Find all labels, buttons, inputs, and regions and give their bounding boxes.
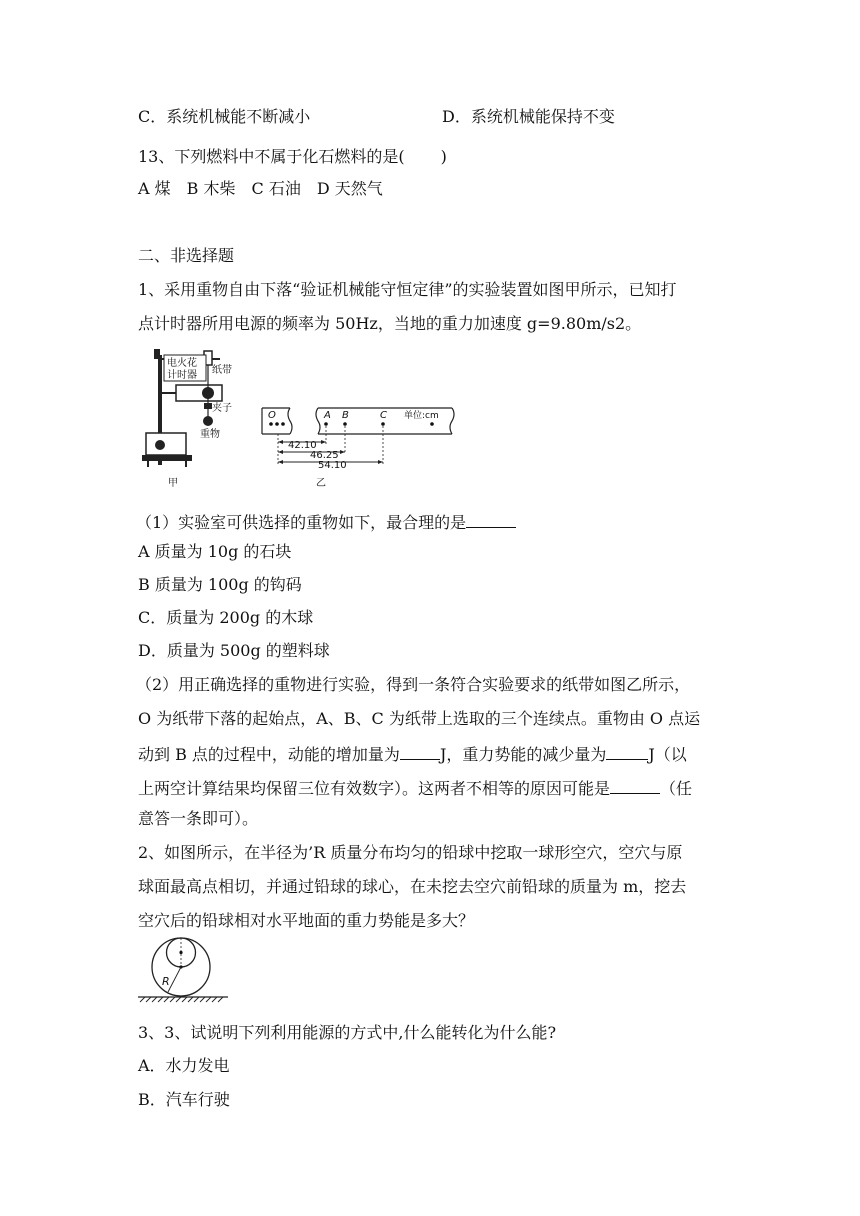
q3-option-a: A．水力发电	[138, 1056, 230, 1075]
option-d-line	[442, 106, 615, 128]
distance-ob: 46.25	[310, 450, 339, 461]
q1-sub2-line2: O 为纸带下落的起始点，A、B、C 为纸带上选取的三个连续点。重物由 O 点运	[138, 709, 701, 728]
answer-blank-ep[interactable]	[606, 741, 648, 760]
q13-option-d: D 天然气	[316, 179, 383, 198]
distance-oa: 42.10	[288, 440, 317, 451]
q13-option-c: C 石油	[251, 179, 301, 198]
tape-label-c: C	[380, 410, 387, 421]
distance-oc: 54.10	[318, 460, 347, 471]
option-row	[138, 106, 310, 128]
figure-sphere	[136, 936, 232, 1008]
label-dianhuohua: 电火花	[167, 358, 197, 369]
q1-sub1-option-d: D．质量为 500g 的塑料球	[138, 641, 330, 660]
answer-blank[interactable]	[466, 509, 516, 528]
q13-stem-text: 13、下列燃料中不属于化石燃料的是(	[138, 147, 405, 166]
q1-sub2-line4a: 上两空计算结果均保留三位有效数字）。这两者不相等的原因可能是	[138, 779, 611, 798]
q1-sub1-option-a: A 质量为 10g 的石块	[138, 542, 292, 561]
q1-line2: 点计时器所用电源的频率为 50Hz，当地的重力加速度 g=9.80m/s2。	[138, 314, 642, 333]
q1-sub1-option-c: C．质量为 200g 的木球	[138, 608, 314, 627]
label-zhidai: 纸带	[212, 365, 232, 376]
q13-stem	[138, 146, 447, 168]
q1-sub1-option-b: B 质量为 100g 的钩码	[138, 575, 302, 594]
q1-sub2-line1: （2）用正确选择的重物进行实验，得到一条符合实验要求的纸带如图乙所示，	[136, 675, 691, 694]
q3-option-b: B．汽车行驶	[138, 1090, 230, 1109]
q2-line3: 空穴后的铅球相对水平地面的重力势能是多大？	[138, 911, 475, 930]
q13-options	[138, 178, 383, 200]
q1-sub2-line3a: 动到 B 点的过程中，动能的增加量为	[138, 745, 400, 764]
q1-sub2-line5: 意答一条即可）。	[138, 809, 259, 828]
q1-sub2-line3b: J，重力势能的减少量为	[439, 745, 607, 764]
label-jiazi: 夹子	[212, 403, 232, 414]
tape-unit: 单位:cm	[404, 411, 439, 421]
q1-sub1-text: （1）实验室可供选择的重物如下，最合理的是	[136, 513, 467, 532]
label-jia: 甲	[168, 478, 178, 489]
radius-label: R	[162, 975, 170, 988]
q1-sub2-line3	[138, 741, 687, 766]
label-yi: 乙	[316, 478, 326, 489]
tape-label-b: B	[342, 410, 349, 421]
q1-sub2-line4	[138, 775, 692, 800]
section-heading: 二、非选择题	[138, 246, 235, 265]
q1-sub2-line3c: J（以	[648, 745, 687, 764]
q3-stem: 3、3、试说明下列利用能源的方式中,什么能转化为什么能?	[138, 1023, 557, 1042]
q13-stem-close: )	[440, 147, 447, 166]
q2-line2: 球面最高点相切，并通过铅球的球心，在未挖去空穴前铅球的质量为 m，挖去	[138, 877, 687, 896]
q1-sub1	[136, 509, 516, 534]
tape-label-a: A	[324, 410, 331, 421]
answer-blank-ek[interactable]	[400, 741, 440, 760]
label-zhongwu: 重物	[200, 429, 220, 440]
q2-line1: 2、如图所示，在半径为’R 质量分布均匀的铅球中挖取一球形空穴，空穴与原	[138, 843, 683, 862]
figure-apparatus	[138, 345, 248, 494]
option-d: D．系统机械能保持不变	[442, 107, 615, 126]
q13-option-a: A 煤	[138, 179, 171, 198]
label-jishiqi: 计时器	[167, 370, 197, 381]
q1-sub2-line4b: （任	[660, 779, 693, 798]
q13-option-b: B 木柴	[186, 179, 236, 198]
option-c: C．系统机械能不断减小	[138, 107, 311, 126]
tape-label-o: O	[268, 410, 276, 421]
figure-tape	[256, 398, 456, 494]
answer-blank-reason[interactable]	[610, 775, 660, 794]
q1-line1: 1、采用重物自由下落“验证机械能守恒定律”的实验装置如图甲所示，已知打	[138, 280, 677, 299]
